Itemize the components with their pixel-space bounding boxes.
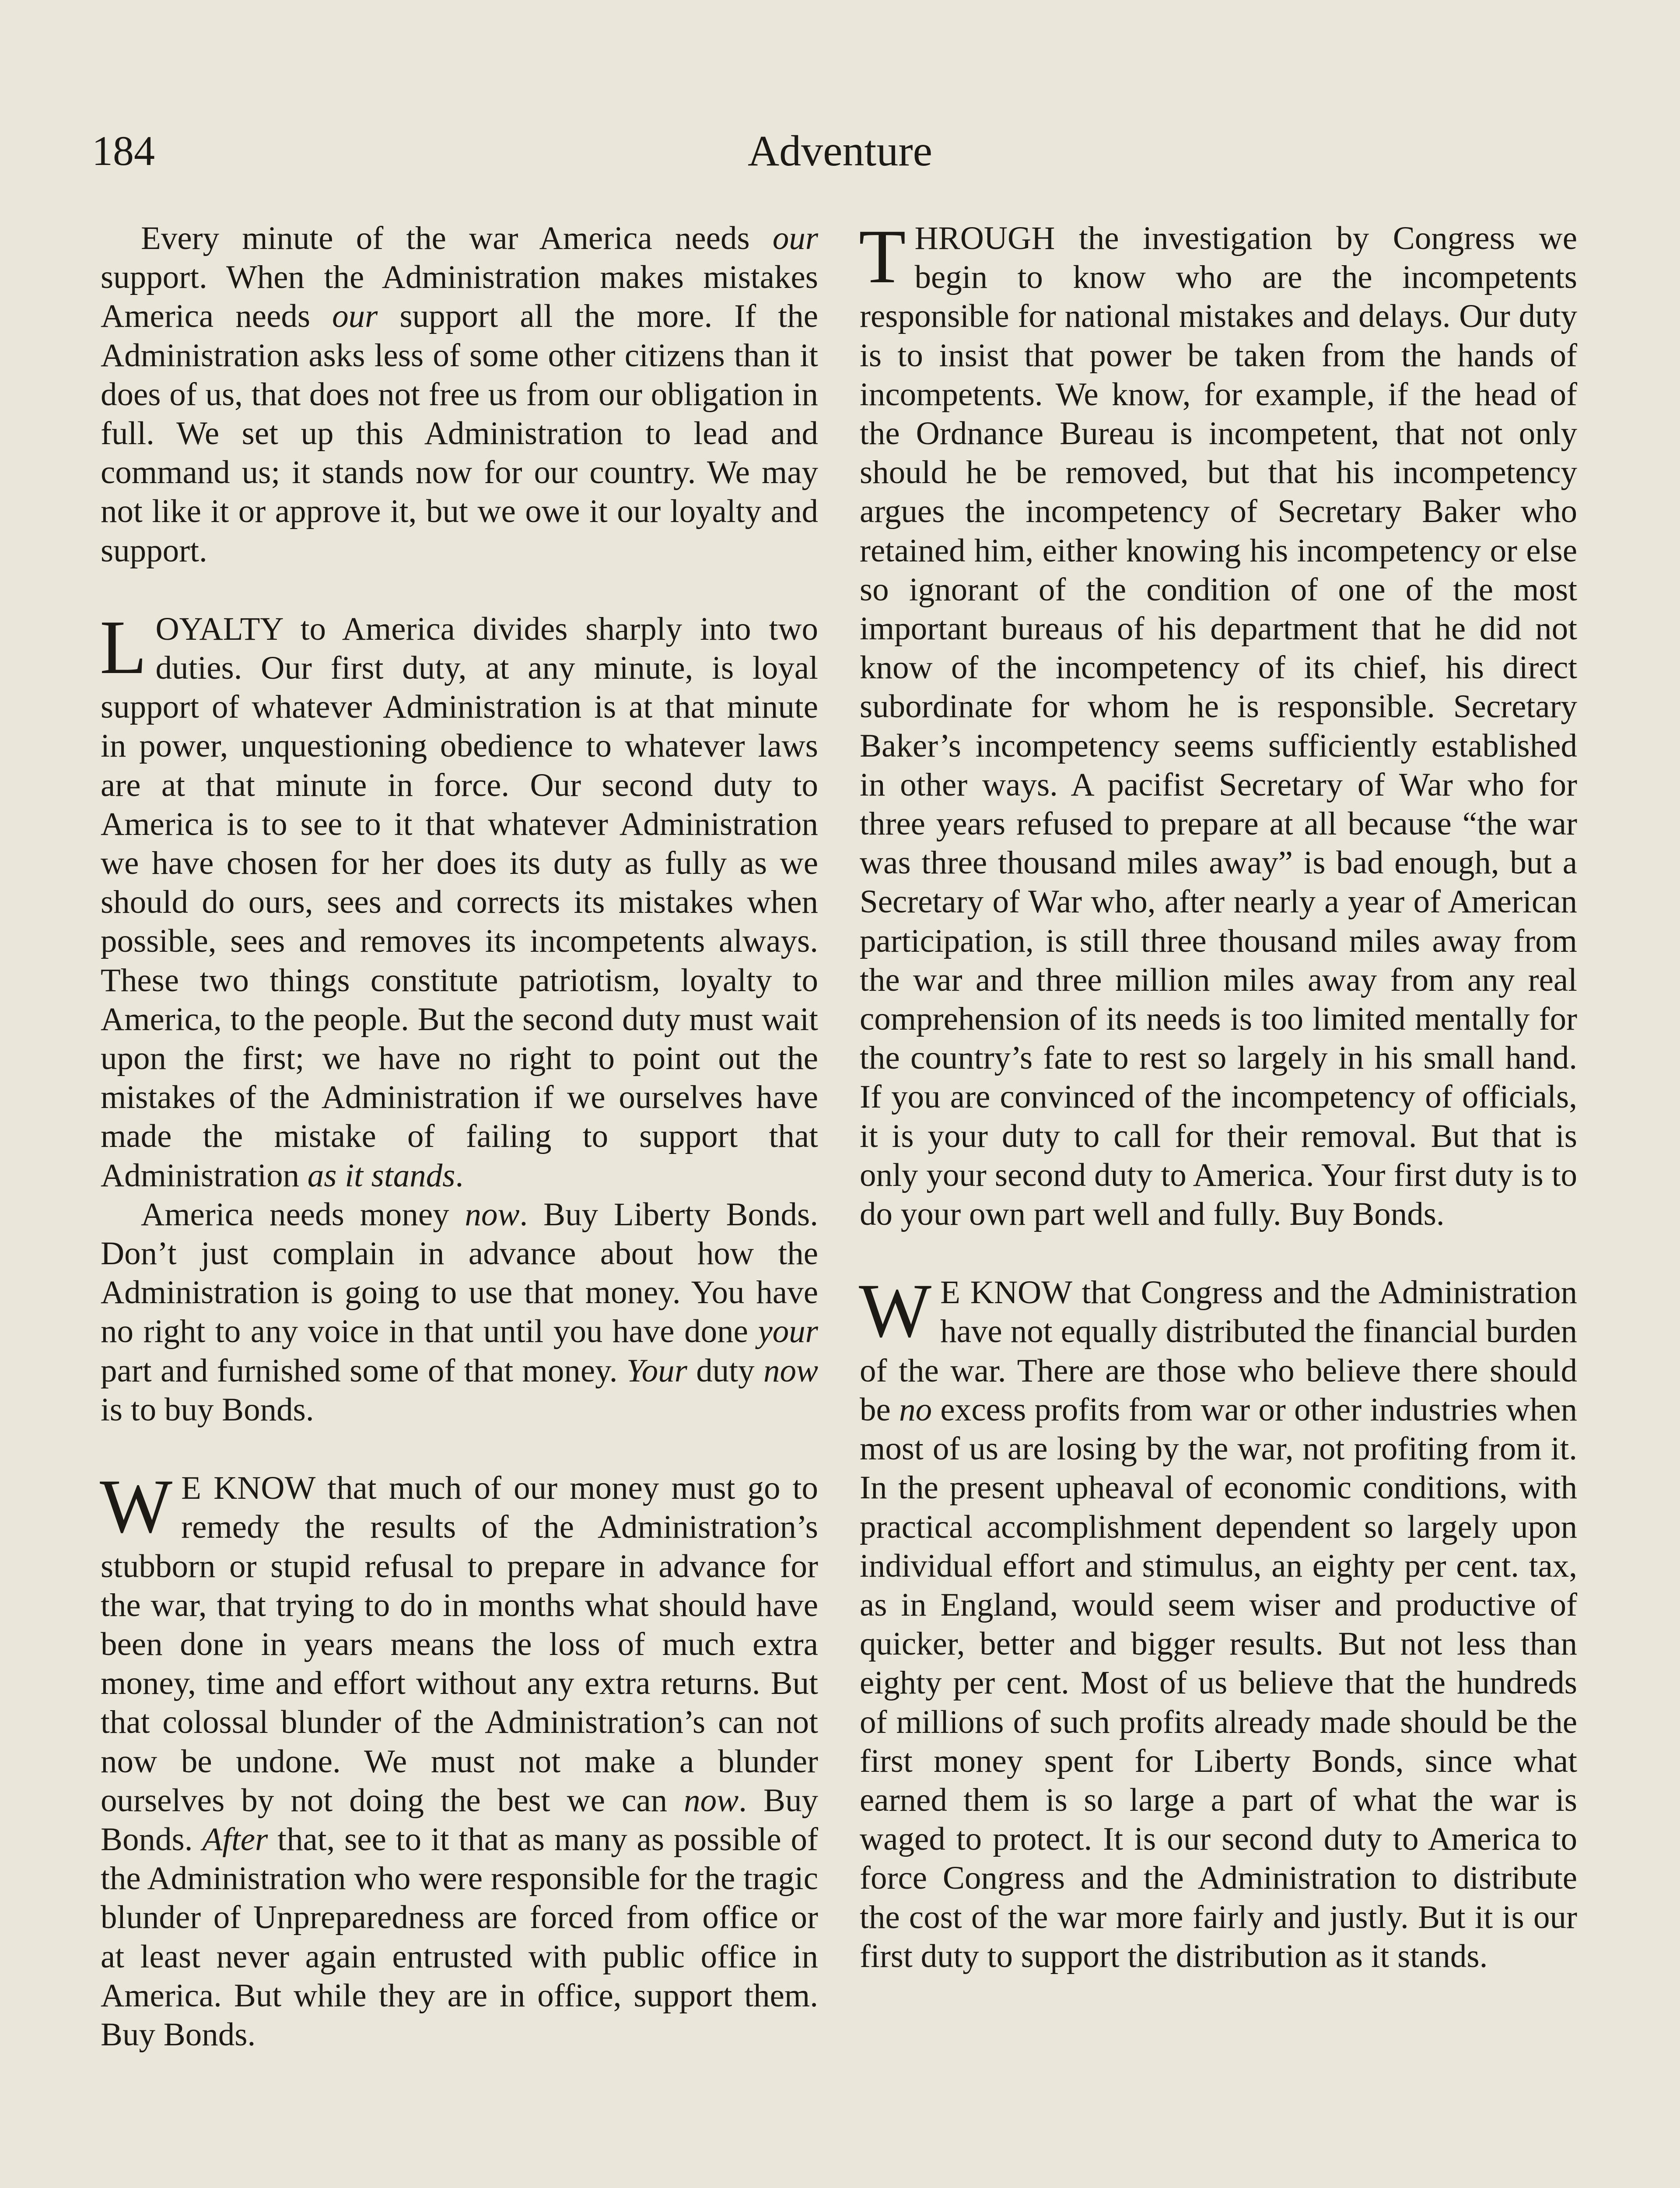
section-support-administration bbox=[101, 219, 818, 570]
paragraph bbox=[859, 1268, 1578, 1976]
drop-cap: T bbox=[859, 214, 906, 299]
running-title: Adventure bbox=[747, 126, 933, 175]
text-run: is to buy Bonds. bbox=[101, 1391, 314, 1428]
text-run: Every minute of the war America needs bbox=[141, 220, 773, 256]
emphasis: After bbox=[202, 1821, 268, 1858]
section-investigation bbox=[859, 214, 1577, 1234]
emphasis: as it stands bbox=[307, 1157, 455, 1194]
paragraph bbox=[101, 1195, 818, 1429]
text-run: support all the more. If the Administration asks less of some other citizens than it does of us, that does not free us from our obligation in full. We set up this Administration to lead and command us; it stands now for our country. We may not like it or approve it, but we owe it our loyalty and support. bbox=[101, 298, 818, 569]
emphasis: no bbox=[899, 1391, 932, 1428]
text-run: that much of our money must go to remedy the results of the Administration’s stubborn or stupid refusal to prepare in advance for the war, that trying to do in months what should have been done in years means the loss of much extra money, time and effort without any extra returns. But that colossal blunder of the Administration’s can not now be undone. We must not make a blunder ourselves by not doing the best we can bbox=[101, 1470, 818, 1819]
emphasis: now bbox=[684, 1782, 739, 1819]
page-number: 184 bbox=[92, 127, 155, 174]
text-run: support. When the Administration makes mistakes America needs bbox=[101, 259, 818, 335]
text-run: . Buy Liberty Bonds. Don’t just complain in advance about how the Administration is going to use that money. You have no right to any voice in that until you have done bbox=[101, 1196, 818, 1350]
emphasis: your bbox=[758, 1313, 818, 1350]
paragraph bbox=[859, 214, 1577, 1234]
emphasis: now bbox=[465, 1196, 520, 1233]
lead-in: HROUGH bbox=[914, 220, 1055, 256]
emphasis: our bbox=[772, 220, 818, 256]
emphasis: our bbox=[332, 298, 378, 335]
left-column bbox=[101, 219, 818, 2093]
text-run: excess profits from war or other industries when most of us are losing by the war, not profiting from it. In the present upheaval of economic conditions, with practical accomplishment dependent so largely upon individual effort and stimulus, an eighty per cent. tax, as in England, would seem wiser and productive of quicker, better and bigger results. But not less than eighty per cent. Most of us believe that the hundreds of millions of such profits already made should be the first money spent for Liberty Bonds, since what earned them is so large a part of what the war is waged to protect. It is our second duty to America to force Congress and the Administration to distribute the cost of the war more fairly and justly. But it is our first duty to support the distribution as it stands. bbox=[860, 1391, 1578, 1974]
text-run: . bbox=[455, 1157, 464, 1194]
text-run: that, see to it that as many as possible of the Administration who were responsible for the tragic blunder of Unpreparedness are forced from office or at least never again entrusted with public office in America. But while they are in office, support them. Buy Bonds. bbox=[101, 1821, 819, 2053]
drop-cap: L bbox=[100, 604, 147, 690]
emphasis: now bbox=[763, 1352, 818, 1389]
page-header bbox=[92, 123, 1588, 179]
lead-in: OYALTY bbox=[155, 610, 283, 647]
paragraph bbox=[100, 604, 818, 1195]
drop-cap: W bbox=[859, 1268, 932, 1354]
section-financial-burden bbox=[859, 1268, 1578, 1976]
text-run: that Congress and the Administration have not equally distributed the financial burden of the war. There are those who believe there should be bbox=[860, 1274, 1577, 1428]
section-money-remedy bbox=[100, 1464, 819, 2054]
drop-cap: W bbox=[100, 1464, 173, 1550]
lead-in: E KNOW bbox=[181, 1470, 315, 1507]
right-column bbox=[859, 214, 1578, 2015]
text-run: . Buy Bonds. bbox=[101, 1782, 818, 1858]
lead-in: E KNOW bbox=[940, 1274, 1072, 1311]
text-run: the investigation by Congress we begin to know who are the incompetents responsible for national mistakes and delays. Our duty is to insist that power be taken from the hands of incompetents. We know, for example, if the head of the Ordnance Bureau is incompetent, that not only should he be removed, but that his incompetency argues the incompetency of Secretary Baker who retained him, either knowing his incompetency or else so ignorant of the condition of one of the most important bureaus of his department that he did not know of the incompetency of its chief, his direct subordinate for whom he is responsible. Secretary Baker’s incompetency seems sufficiently established in other ways. A pacifist Secretary of War who for three years refused to prepare at all because “the war was three thousand miles away” is bad enough, but a Secretary of War who, after nearly a year of American participation, is still three thousand miles away from the war and three million miles away from any real comprehension of its needs is too limited mentally for the country’s fate to rest so largely in his small hand. If you are convinced of the incompetency of officials, it is your duty to call for their removal. But that is only your second duty to America. Your first duty is to do your own part well and fully. Buy Bonds. bbox=[860, 220, 1577, 1233]
section-loyalty bbox=[100, 604, 818, 1429]
text-run: America needs money bbox=[141, 1196, 465, 1233]
paragraph bbox=[101, 219, 818, 570]
text-run: part and furnished some of that money. bbox=[101, 1352, 626, 1389]
text-run: duty bbox=[687, 1352, 763, 1389]
emphasis: Your bbox=[626, 1352, 687, 1389]
text-run: to America divides sharply into two duties. Our first duty, at any minute, is loyal support of whatever Administration is at that minute in power, unquestioning obedience to whatever laws are at that minute in force. Our second duty to America is to see to it that whatever Administration we have chosen for her does its duty as fully as we should do ours, sees and corrects its mistakes when possible, sees and removes its incompetents always. These two things constitute patriotism, loyalty to America, to the people. But the second duty must wait upon the first; we have no right to point out the mistakes of the Administration if we ourselves have made the mistake of failing to support that Administration bbox=[101, 610, 818, 1194]
paragraph bbox=[100, 1464, 819, 2054]
